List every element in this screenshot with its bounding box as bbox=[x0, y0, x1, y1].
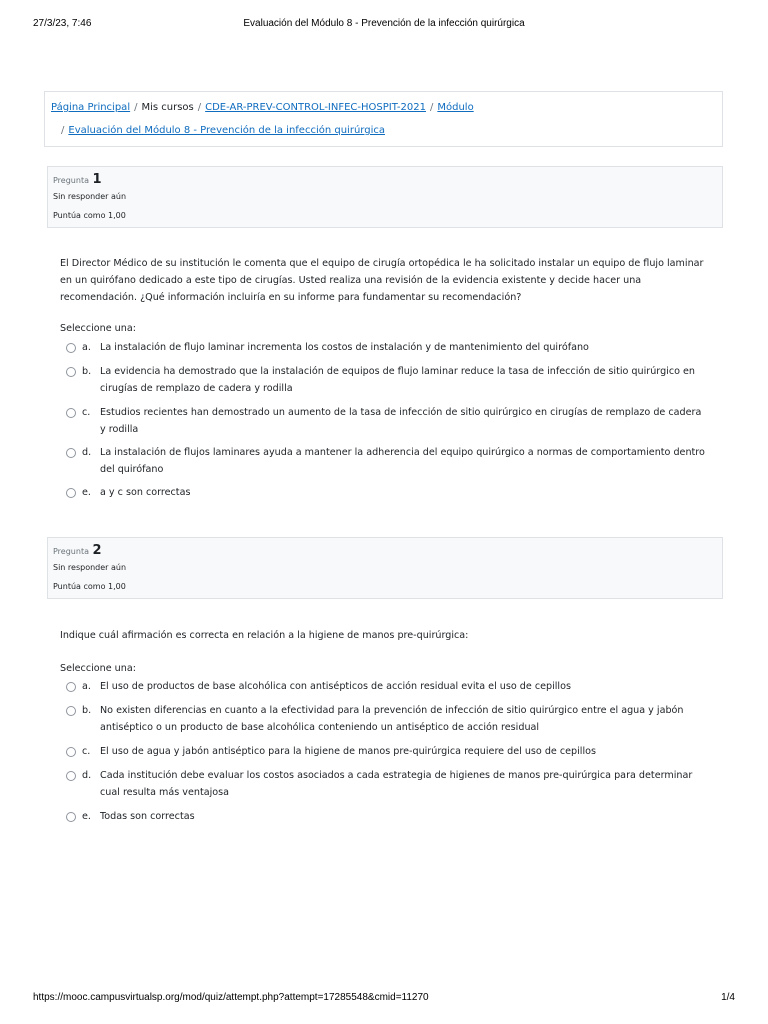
option-text: El uso de productos de base alcohólica con antisépticos de acción residual evita el uso de cepillos bbox=[100, 681, 571, 692]
option-text: La instalación de flujo laminar incrementa los costos de instalación y de mantenimiento del quirófano bbox=[100, 342, 589, 353]
radio-button[interactable] bbox=[66, 367, 76, 377]
question-1-info bbox=[47, 166, 723, 228]
print-url: https://mooc.campusvirtualsp.org/mod/quiz/attempt.php?attempt=17285548&cmid=11270 bbox=[33, 992, 429, 1003]
radio-button[interactable] bbox=[66, 408, 76, 418]
option-text: No existen diferencias en cuanto a la efectividad para la prevención de infección de sitio quirúrgico entre el agua y jabón antiséptico o un producto de base alcohólica conteniendo un antiséptico de acción residual bbox=[100, 705, 684, 733]
breadcrumb-module-link[interactable]: Módulo bbox=[437, 102, 474, 113]
select-one-label: Seleccione una: bbox=[60, 323, 136, 334]
radio-button[interactable] bbox=[66, 682, 76, 692]
question-state: Sin responder aún bbox=[53, 192, 127, 201]
question-state: Sin responder aún bbox=[53, 563, 127, 572]
option-letter: e. bbox=[82, 487, 91, 498]
option-text: Estudios recientes han demostrado un aumento de la tasa de infección de sitio quirúrgico en cirugías de remplazo de cadera y rodilla bbox=[100, 407, 702, 435]
radio-button[interactable] bbox=[66, 771, 76, 781]
option-letter: d. bbox=[82, 447, 92, 458]
radio-button[interactable] bbox=[66, 812, 76, 822]
select-one-label: Seleccione una: bbox=[60, 663, 136, 674]
option-text: Cada institución debe evaluar los costos asociados a cada estrategia de higienes de manos pre-quirúrgica para determinar cual resulta más ventajosa bbox=[100, 770, 693, 798]
question-2-info bbox=[47, 537, 723, 599]
breadcrumb-separator: / bbox=[430, 102, 434, 113]
breadcrumb-my-courses: Mis cursos bbox=[141, 102, 194, 113]
option-letter: a. bbox=[82, 681, 91, 692]
option-letter: b. bbox=[82, 705, 92, 716]
print-document-title: Evaluación del Módulo 8 - Prevención de la infección quirúrgica bbox=[243, 18, 525, 29]
radio-button[interactable] bbox=[66, 343, 76, 353]
option-letter: a. bbox=[82, 342, 91, 353]
question-grade: Puntúa como 1,00 bbox=[53, 211, 126, 220]
breadcrumb-quiz-link[interactable]: Evaluación del Módulo 8 - Prevención de la infección quirúrgica bbox=[68, 125, 385, 136]
breadcrumb-course-link[interactable]: CDE-AR-PREV-CONTROL-INFEC-HOSPIT-2021 bbox=[205, 102, 426, 113]
option-text: a y c son correctas bbox=[100, 487, 191, 498]
option-text: Todas son correctas bbox=[100, 811, 195, 822]
print-page-number: 1/4 bbox=[721, 992, 735, 1003]
breadcrumb-home-link[interactable]: Página Principal bbox=[51, 102, 131, 113]
option-letter: e. bbox=[82, 811, 91, 822]
print-header bbox=[33, 18, 735, 32]
question-number bbox=[53, 172, 102, 187]
question-label: Pregunta bbox=[53, 547, 89, 556]
radio-button[interactable] bbox=[66, 448, 76, 458]
breadcrumb bbox=[44, 91, 723, 147]
question-text: Indique cuál afirmación es correcta en relación a la higiene de manos pre-quirúrgica: bbox=[60, 630, 469, 641]
breadcrumb-separator: / bbox=[134, 102, 138, 113]
radio-button[interactable] bbox=[66, 706, 76, 716]
question-number bbox=[53, 543, 102, 558]
option-letter: b. bbox=[82, 366, 92, 377]
breadcrumb-separator: / bbox=[61, 125, 65, 136]
radio-button[interactable] bbox=[66, 488, 76, 498]
radio-button[interactable] bbox=[66, 747, 76, 757]
option-letter: c. bbox=[82, 407, 91, 418]
question-grade: Puntúa como 1,00 bbox=[53, 582, 126, 591]
print-footer bbox=[33, 992, 735, 1006]
option-letter: d. bbox=[82, 770, 92, 781]
print-date: 27/3/23, 7:46 bbox=[33, 18, 92, 29]
question-number-value: 2 bbox=[92, 543, 102, 558]
option-text: La instalación de flujos laminares ayuda a mantener la adherencia del equipo quirúrgico a normas de comportamiento dentro del quirófano bbox=[100, 447, 705, 475]
option-text: La evidencia ha demostrado que la instalación de equipos de flujo laminar reduce la tasa de infección de sitio quirúrgico en cirugías de remplazo de cadera y rodilla bbox=[100, 366, 695, 394]
option-letter: c. bbox=[82, 746, 91, 757]
question-text: El Director Médico de su institución le comenta que el equipo de cirugía ortopédica le ha solicitado instalar un equipo de flujo laminar en un quirófano dedicado a este tipo de cirugías. Usted realiza una revisión de la evidencia existente y decide hacer una recomendación. ¿Qué información incluiría en su informe para fundamentar su recomendación? bbox=[60, 258, 704, 303]
option-text: El uso de agua y jabón antiséptico para la higiene de manos pre-quirúrgica requiere del uso de cepillos bbox=[100, 746, 597, 757]
question-label: Pregunta bbox=[53, 176, 89, 185]
breadcrumb-separator: / bbox=[197, 102, 202, 113]
question-number-value: 1 bbox=[92, 172, 102, 187]
